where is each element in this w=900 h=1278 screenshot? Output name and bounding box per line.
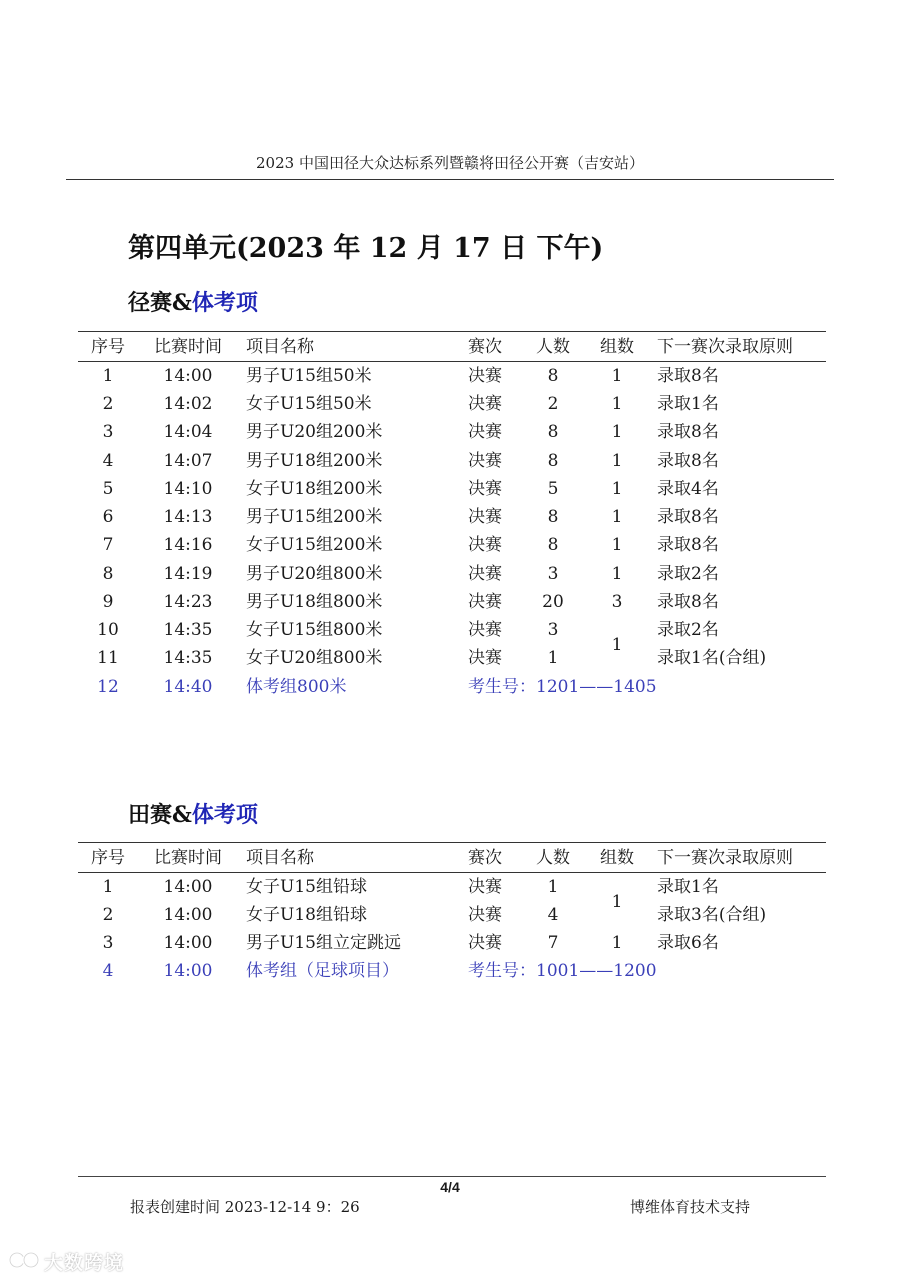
field-table-header [0, 844, 900, 872]
cell-time: 14:00 [163, 961, 213, 981]
cell-event-name: 女子U18组200米 [246, 479, 383, 499]
cell-advance-rule: 录取8名 [657, 422, 719, 442]
cell-event-name: 女子U15组50米 [246, 394, 372, 414]
table-row [0, 362, 900, 390]
cell-time: 14:19 [163, 564, 213, 584]
cell-round: 决赛 [468, 422, 502, 442]
merged-groups-cell: 1 [611, 892, 623, 912]
col-header-rule: 下一赛次录取原则 [657, 337, 793, 357]
cell-time: 14:00 [163, 905, 213, 925]
track-section-title [128, 286, 258, 317]
cell-event-name: 男子U15组50米 [246, 366, 372, 386]
field-table-top-rule [78, 842, 826, 843]
cell-event-name: 男子U15组立定跳远 [246, 933, 401, 953]
cell-count: 8 [547, 366, 559, 386]
cell-count: 5 [547, 479, 559, 499]
cell-seq: 4 [102, 961, 114, 981]
cell-time: 14:02 [163, 394, 213, 414]
footer-divider [78, 1176, 826, 1177]
cell-time: 14:35 [163, 648, 213, 668]
cell-round: 决赛 [468, 366, 502, 386]
cell-count: 8 [547, 535, 559, 555]
cell-round: 决赛 [468, 479, 502, 499]
cell-advance-rule: 录取8名 [657, 535, 719, 555]
track-table-header [0, 333, 900, 361]
cell-groups: 1 [611, 564, 623, 584]
table-row [0, 447, 900, 475]
cell-groups: 1 [611, 507, 623, 527]
cell-event-name: 女子U18组铅球 [246, 905, 367, 925]
col-header-time: 比赛时间 [154, 337, 222, 357]
watermark-logo-icon [8, 1249, 42, 1275]
field-section-title-prefix: 田赛& [128, 802, 192, 828]
cell-advance-rule: 录取3名(合组) [657, 905, 767, 925]
cell-seq: 10 [97, 620, 119, 640]
track-section-title-exam: 体考项 [191, 290, 258, 316]
cell-advance-rule: 录取8名 [657, 507, 719, 527]
cell-seq: 7 [102, 535, 114, 555]
cell-time: 14:40 [163, 677, 213, 697]
cell-seq: 1 [102, 877, 114, 897]
cell-seq: 5 [102, 479, 114, 499]
exam-row [0, 957, 900, 985]
cell-count: 4 [547, 905, 559, 925]
cell-groups: 1 [611, 366, 623, 386]
cell-seq: 8 [102, 564, 114, 584]
merged-groups-cell: 1 [611, 635, 623, 655]
table-row [0, 929, 900, 957]
cell-exam-numbers: 考生号：1001——1200 [468, 961, 657, 981]
cell-advance-rule: 录取8名 [657, 592, 719, 612]
table-row [0, 418, 900, 446]
cell-advance-rule: 录取8名 [657, 366, 719, 386]
cell-event-name: 男子U20组800米 [246, 564, 383, 584]
report-created-time: 报表创建时间 2023-12-14 9：26 [130, 1198, 360, 1216]
cell-seq: 3 [102, 933, 114, 953]
cell-event-name: 女子U15组800米 [246, 620, 383, 640]
cell-time: 14:07 [163, 451, 213, 471]
col-header-count: 人数 [536, 337, 570, 357]
cell-groups: 3 [611, 592, 623, 612]
table-row [0, 531, 900, 559]
table-row [0, 390, 900, 418]
watermark-text: 大数跨境 [44, 1252, 125, 1274]
exam-row [0, 673, 900, 701]
cell-count: 20 [542, 592, 564, 612]
cell-time: 14:00 [163, 366, 213, 386]
cell-seq: 3 [102, 422, 114, 442]
cell-round: 决赛 [468, 620, 502, 640]
cell-advance-rule: 录取2名 [657, 564, 719, 584]
col-header-seq: 序号 [91, 337, 125, 357]
cell-groups: 1 [611, 479, 623, 499]
cell-groups: 1 [611, 394, 623, 414]
cell-count: 1 [547, 648, 559, 668]
table-row [0, 560, 900, 588]
cell-time: 14:00 [163, 877, 213, 897]
cell-event-name: 体考组（足球项目） [246, 961, 399, 981]
cell-seq: 1 [102, 366, 114, 386]
cell-event-name: 女子U20组800米 [246, 648, 383, 668]
cell-event-name: 男子U15组200米 [246, 507, 383, 527]
cell-round: 决赛 [468, 535, 502, 555]
table-row [0, 588, 900, 616]
tech-support-credit: 博维体育技术支持 [630, 1198, 751, 1216]
col-header-groups: 组数 [600, 848, 634, 868]
cell-count: 3 [547, 564, 559, 584]
header-divider [66, 179, 834, 180]
col-header-time: 比赛时间 [154, 848, 222, 868]
col-header-seq: 序号 [91, 848, 125, 868]
col-header-count: 人数 [536, 848, 570, 868]
cell-event-name: 女子U15组200米 [246, 535, 383, 555]
cell-seq: 12 [97, 677, 119, 697]
cell-count: 8 [547, 451, 559, 471]
table-row [0, 616, 900, 644]
cell-groups: 1 [611, 422, 623, 442]
cell-event-name: 男子U18组200米 [246, 451, 383, 471]
col-header-round: 赛次 [468, 337, 502, 357]
col-header-name: 项目名称 [246, 848, 314, 868]
cell-groups: 1 [611, 535, 623, 555]
cell-time: 14:04 [163, 422, 213, 442]
cell-event-name: 男子U18组800米 [246, 592, 383, 612]
cell-seq: 4 [102, 451, 114, 471]
cell-time: 14:16 [163, 535, 213, 555]
col-header-groups: 组数 [600, 337, 634, 357]
page-number: 4/4 [440, 1179, 460, 1195]
col-header-name: 项目名称 [246, 337, 314, 357]
field-section-title [128, 798, 258, 829]
cell-advance-rule: 录取2名 [657, 620, 719, 640]
cell-time: 14:13 [163, 507, 213, 527]
cell-round: 决赛 [468, 564, 502, 584]
track-table-top-rule [78, 331, 826, 332]
cell-event-name: 男子U20组200米 [246, 422, 383, 442]
col-header-rule: 下一赛次录取原则 [657, 848, 793, 868]
cell-round: 决赛 [468, 905, 502, 925]
cell-groups: 1 [611, 451, 623, 471]
cell-event-name: 体考组800米 [246, 677, 347, 697]
table-row [0, 475, 900, 503]
cell-count: 7 [547, 933, 559, 953]
cell-advance-rule: 录取1名 [657, 394, 719, 414]
watermark [8, 1246, 138, 1274]
cell-count: 8 [547, 507, 559, 527]
cell-seq: 2 [102, 905, 114, 925]
cell-count: 1 [547, 877, 559, 897]
cell-time: 14:35 [163, 620, 213, 640]
cell-time: 14:00 [163, 933, 213, 953]
cell-advance-rule: 录取1名(合组) [657, 648, 767, 668]
cell-round: 决赛 [468, 451, 502, 471]
cell-groups: 1 [611, 933, 623, 953]
table-row [0, 644, 900, 672]
cell-advance-rule: 录取4名 [657, 479, 719, 499]
cell-advance-rule: 录取8名 [657, 451, 719, 471]
cell-time: 14:23 [163, 592, 213, 612]
track-section-title-prefix: 径赛& [128, 290, 192, 316]
table-row [0, 901, 900, 929]
table-row [0, 503, 900, 531]
table-row [0, 873, 900, 901]
cell-seq: 2 [102, 394, 114, 414]
cell-count: 8 [547, 422, 559, 442]
cell-round: 决赛 [468, 648, 502, 668]
cell-seq: 9 [102, 592, 114, 612]
cell-round: 决赛 [468, 933, 502, 953]
cell-advance-rule: 录取1名 [657, 877, 719, 897]
cell-seq: 11 [97, 648, 119, 668]
cell-round: 决赛 [468, 592, 502, 612]
cell-event-name: 女子U15组铅球 [246, 877, 367, 897]
cell-advance-rule: 录取6名 [657, 933, 719, 953]
document-header-title: 2023 中国田径大众达标系列暨赣将田径公开赛（吉安站） [256, 154, 644, 172]
col-header-round: 赛次 [468, 848, 502, 868]
cell-round: 决赛 [468, 394, 502, 414]
unit-title: 第四单元(2023 年 12 月 17 日 下午) [128, 233, 604, 264]
field-section-title-exam: 体考项 [191, 802, 258, 828]
cell-count: 2 [547, 394, 559, 414]
cell-round: 决赛 [468, 877, 502, 897]
cell-exam-numbers: 考生号：1201——1405 [468, 677, 657, 697]
cell-seq: 6 [102, 507, 114, 527]
cell-round: 决赛 [468, 507, 502, 527]
cell-time: 14:10 [163, 479, 213, 499]
cell-count: 3 [547, 620, 559, 640]
